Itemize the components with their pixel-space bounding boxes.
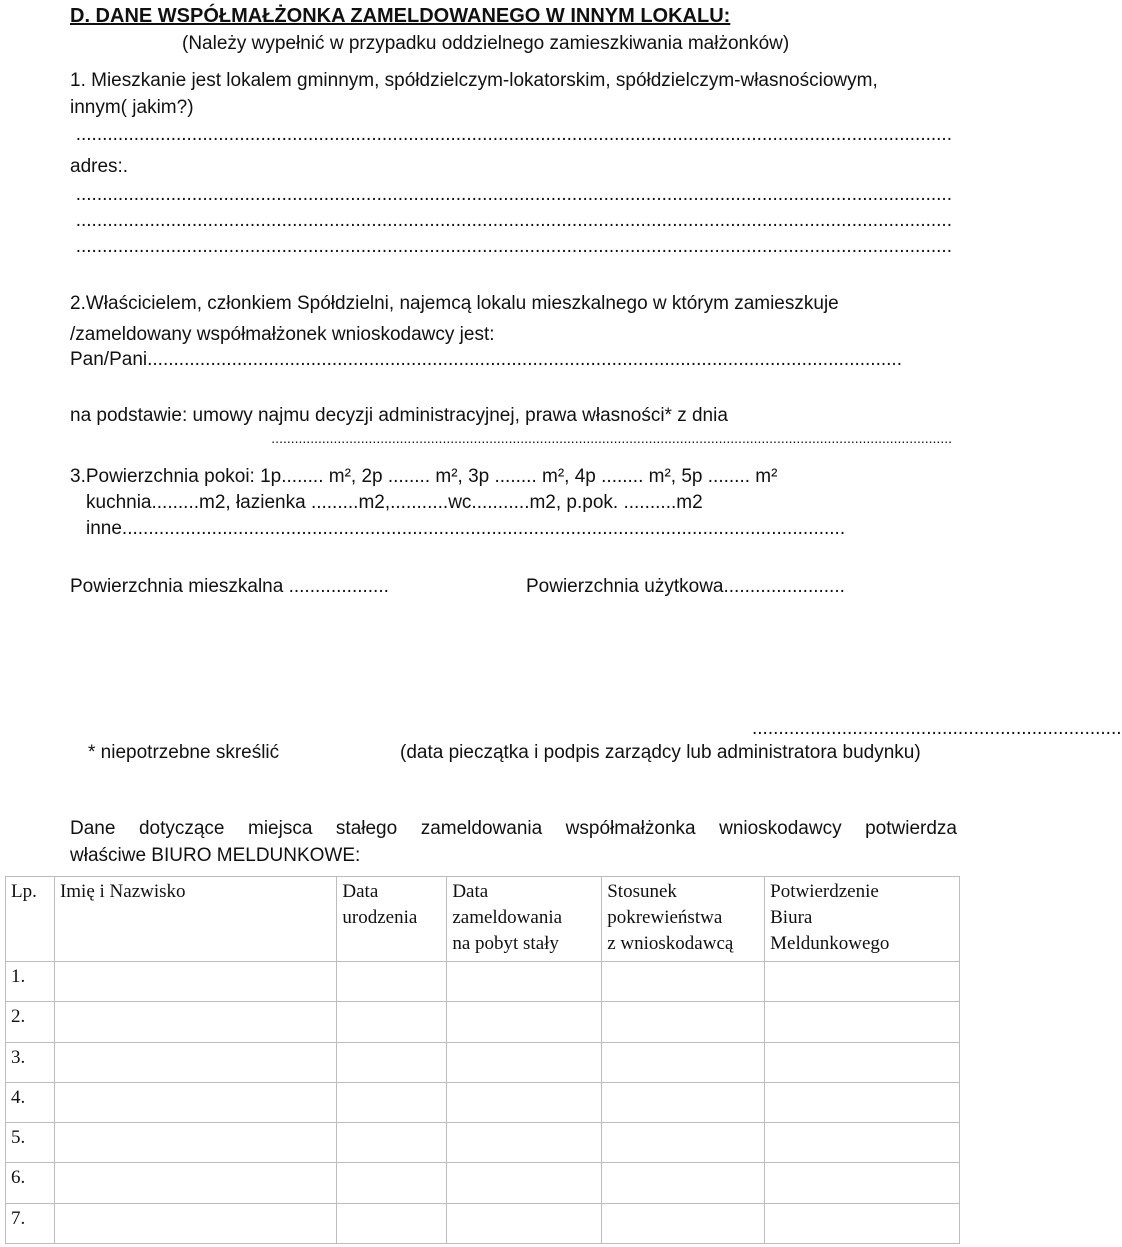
registration-table (5, 876, 960, 1244)
name-cell[interactable] (54, 1123, 336, 1163)
header-name: Imię i Nazwisko (54, 877, 336, 962)
table-row (6, 1203, 960, 1243)
header-confirmation: Potwierdzenie Biura Meldunkowego (765, 877, 960, 962)
header-birth-date: Data urodzenia (337, 877, 447, 962)
header-relationship: Stosunek pokrewieństwa z wnioskodawcą (602, 877, 765, 962)
registration-date-cell[interactable] (447, 962, 602, 1002)
birth-date-cell[interactable] (337, 1203, 447, 1243)
q1-line1: 1. Mieszkanie jest lokalem gminnym, spółdzielczym-lokatorskim, spółdzielczym-własnościowym, (70, 70, 878, 91)
registration-date-cell[interactable] (447, 1123, 602, 1163)
signature-caption: (data pieczątka i podpis zarządcy lub administratora budynku) (400, 742, 921, 763)
address-fill-line-1[interactable]: ...................................................................................................................................................................... (75, 184, 952, 205)
birth-date-cell[interactable] (337, 962, 447, 1002)
relationship-cell[interactable] (602, 962, 765, 1002)
name-cell[interactable] (54, 1042, 336, 1082)
relationship-cell[interactable] (602, 1203, 765, 1243)
address-fill-line-3[interactable]: ...................................................................................................................................................................... (75, 236, 952, 257)
relationship-cell[interactable] (602, 1123, 765, 1163)
relationship-cell[interactable] (602, 1082, 765, 1122)
q1-line2: innym( jakim?) (70, 97, 194, 118)
registration-date-cell[interactable] (447, 1163, 602, 1203)
confirmation-line2: właściwe BIURO MELDUNKOWE: (70, 845, 361, 866)
owner-name-field[interactable]: Pan/Pani............................................................................................................................................... (70, 349, 902, 370)
header-lp: Lp. (6, 877, 55, 962)
table-row (6, 1002, 960, 1042)
name-cell[interactable] (54, 1002, 336, 1042)
birth-date-cell[interactable] (337, 1163, 447, 1203)
confirmation-cell[interactable] (765, 1163, 960, 1203)
legal-basis-date-line[interactable]: ............................................................................................................................................................................... (271, 430, 952, 446)
relationship-cell[interactable] (602, 1163, 765, 1203)
table-row (6, 1123, 960, 1163)
registration-date-cell[interactable] (447, 1002, 602, 1042)
birth-date-cell[interactable] (337, 1002, 447, 1042)
legal-basis-text: na podstawie: umowy najmu decyzji administracyjnej, prawa własności* z dnia (70, 405, 728, 426)
confirmation-cell[interactable] (765, 1203, 960, 1243)
section-title: D. DANE WSPÓŁMAŁŻONKA ZAMELDOWANEGO W INNYM LOKALU: (70, 5, 731, 27)
row-number: 5. (6, 1123, 55, 1163)
other-area-field[interactable]: inne......................................................................................................................................... (86, 518, 846, 539)
signature-line[interactable]: ...................................................................... (752, 718, 1122, 739)
strike-note: * niepotrzebne skreślić (88, 742, 280, 763)
q2-line2: /zameldowany współmałżonek wnioskodawcy jest: (70, 324, 495, 345)
birth-date-cell[interactable] (337, 1082, 447, 1122)
table-row (6, 1042, 960, 1082)
relationship-cell[interactable] (602, 1002, 765, 1042)
registration-date-cell[interactable] (447, 1082, 602, 1122)
row-number: 4. (6, 1082, 55, 1122)
birth-date-cell[interactable] (337, 1042, 447, 1082)
name-cell[interactable] (54, 1163, 336, 1203)
header-registration-date: Data zameldowania na pobyt stały (447, 877, 602, 962)
room-areas-line[interactable]: 3.Powierzchnia pokoi: 1p........ m², 2p ........ m², 3p ........ m², 4p ........ m², 5p ........ m² (70, 466, 778, 487)
row-number: 1. (6, 962, 55, 1002)
confirmation-line1: Dane dotyczące miejsca stałego zameldowania współmałżonka wnioskodawcy potwierdza (70, 818, 957, 839)
table-row (6, 1163, 960, 1203)
name-cell[interactable] (54, 1203, 336, 1243)
confirmation-cell[interactable] (765, 1042, 960, 1082)
table-header-row (6, 877, 960, 962)
q2-line1: 2.Właścicielem, członkiem Spółdzielni, najemcą lokalu mieszkalnego w którym zamieszkuje (70, 293, 839, 314)
row-number: 3. (6, 1042, 55, 1082)
confirmation-cell[interactable] (765, 1123, 960, 1163)
section-subtitle: (Należy wypełnić w przypadku oddzielnego zamieszkiwania małżonków) (182, 33, 790, 54)
table-row (6, 962, 960, 1002)
confirmation-cell[interactable] (765, 962, 960, 1002)
address-fill-line-2[interactable]: ...................................................................................................................................................................... (75, 210, 952, 231)
birth-date-cell[interactable] (337, 1123, 447, 1163)
table-row (6, 1082, 960, 1122)
name-cell[interactable] (54, 1082, 336, 1122)
q1-fill-line[interactable]: ...................................................................................................................................................................... (75, 124, 952, 145)
other-areas-line[interactable]: kuchnia.........m2, łazienka .........m2,...........wc...........m2, p.pok. ..........m2 (86, 492, 703, 513)
confirmation-cell[interactable] (765, 1082, 960, 1122)
row-number: 7. (6, 1203, 55, 1243)
registration-date-cell[interactable] (447, 1203, 602, 1243)
usable-area-field[interactable]: Powierzchnia użytkowa....................... (526, 576, 845, 597)
confirmation-cell[interactable] (765, 1002, 960, 1042)
living-area-field[interactable]: Powierzchnia mieszkalna ................... (70, 576, 389, 597)
address-label: adres:. (70, 156, 129, 177)
row-number: 6. (6, 1163, 55, 1203)
name-cell[interactable] (54, 962, 336, 1002)
relationship-cell[interactable] (602, 1042, 765, 1082)
registration-date-cell[interactable] (447, 1042, 602, 1082)
row-number: 2. (6, 1002, 55, 1042)
